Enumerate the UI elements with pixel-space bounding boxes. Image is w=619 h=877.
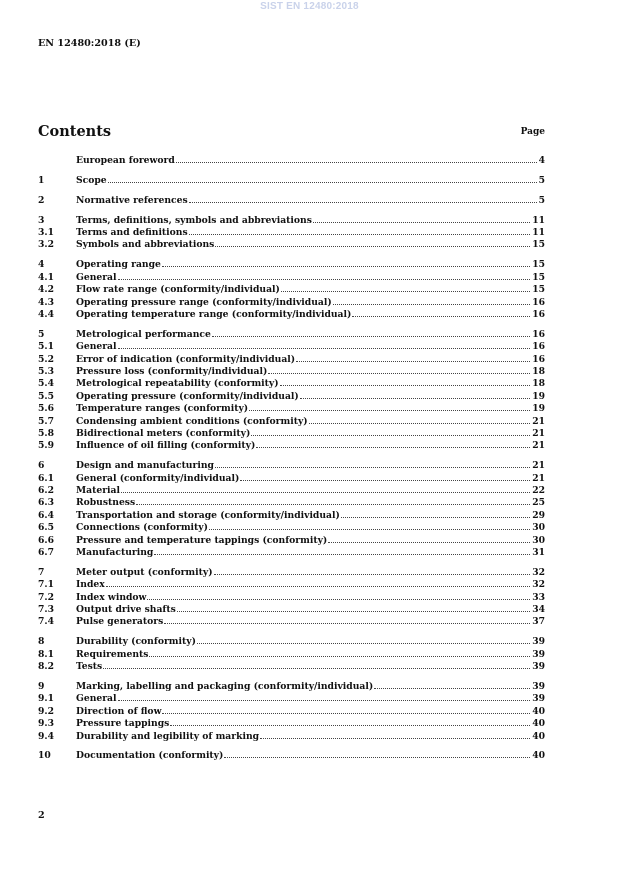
toc-entry-title: Documentation (conformity) [76, 750, 224, 762]
toc-entry-page: 15 [532, 284, 545, 296]
toc-entry-number: 7.1 [38, 579, 54, 591]
toc-dot-leader [260, 737, 530, 739]
toc-dot-leader [352, 315, 530, 317]
toc-entry-title: Index window [76, 591, 147, 603]
toc-entry-title: Temperature ranges (conformity) [76, 403, 249, 415]
toc-entry-page: 16 [532, 308, 545, 320]
toc-dot-leader [162, 265, 530, 267]
toc-dot-leader [240, 479, 530, 481]
toc-entry-title: Requirements [76, 648, 149, 660]
toc-entry[interactable] [38, 440, 545, 452]
toc-entry-number: 4.2 [38, 284, 54, 296]
toc-entry-page: 11 [532, 214, 545, 226]
toc-entry-page: 34 [532, 604, 545, 615]
toc-entry-number: 9.3 [38, 718, 54, 730]
toc-entry[interactable] [38, 535, 545, 547]
toc-entry-number: 5.7 [38, 415, 54, 427]
toc-entry[interactable] [38, 297, 545, 309]
toc-entry[interactable] [38, 473, 545, 485]
toc-entry-number: 8 [38, 636, 45, 648]
toc-entry-title: Metrological performance [76, 328, 211, 340]
toc-entry-number: 9.2 [38, 705, 54, 717]
toc-entry-title: Meter output (conformity) [76, 566, 213, 578]
page-column-heading: Page [520, 127, 545, 137]
toc-entry[interactable] [38, 391, 545, 403]
toc-entry-title: Transportation and storage (conformity/individual) [76, 509, 340, 521]
toc-dot-leader [313, 221, 530, 223]
toc-dot-leader [103, 667, 530, 669]
toc-entry-number: 6.5 [38, 522, 54, 534]
toc-entry[interactable] [38, 195, 545, 207]
toc-dot-leader [170, 724, 530, 726]
toc-entry-title: General (conformity/individual) [76, 472, 240, 484]
toc-entry-title: Terms and definitions [76, 227, 188, 239]
toc-dot-leader [300, 397, 530, 399]
toc-entry-page: 32 [532, 579, 545, 591]
toc-entry-page: 21 [532, 472, 545, 484]
toc-entry[interactable] [38, 378, 545, 390]
toc-entry-number: 6.2 [38, 484, 54, 496]
toc-entry-page: 32 [532, 566, 545, 578]
table-of-contents [38, 155, 545, 763]
toc-entry-title: Normative references [76, 194, 188, 206]
toc-entry-page: 33 [532, 591, 545, 603]
toc-entry-title: Direction of flow [76, 705, 162, 717]
contents-title: Contents [38, 123, 112, 140]
toc-entry-title: Operating pressure range (conformity/individual) [76, 296, 332, 308]
toc-entry-title: Operating temperature range (conformity/individual) [76, 308, 352, 320]
toc-entry-number: 7.2 [38, 591, 54, 603]
toc-entry-number: 5.8 [38, 427, 54, 439]
toc-entry-number: 6.6 [38, 534, 54, 546]
toc-entry[interactable] [38, 259, 545, 271]
toc-entry[interactable] [38, 567, 545, 579]
toc-dot-leader [177, 610, 530, 612]
toc-dot-leader [176, 161, 537, 163]
toc-entry-title: Manufacturing [76, 546, 154, 558]
toc-entry-page: 40 [532, 705, 545, 717]
toc-entry-number: 3.1 [38, 227, 54, 239]
toc-dot-leader [189, 233, 531, 235]
toc-entry-title: Material [76, 484, 120, 496]
toc-dot-leader [256, 446, 530, 448]
toc-entry-number: 5.1 [38, 341, 54, 353]
toc-entry-title: Connections (conformity) [76, 522, 208, 534]
toc-dot-leader [249, 409, 530, 411]
toc-entry[interactable] [38, 750, 545, 762]
toc-entry-title: Operating range [76, 259, 161, 271]
toc-entry-number: 5 [38, 328, 45, 340]
toc-entry-title: European foreword [76, 155, 175, 166]
toc-entry[interactable] [38, 284, 545, 296]
toc-entry-title: Symbols and abbreviations [76, 239, 215, 251]
toc-entry-page: 25 [532, 497, 545, 509]
toc-dot-leader [147, 598, 530, 600]
toc-entry-number: 9 [38, 680, 45, 692]
toc-entry-page: 16 [532, 341, 545, 353]
toc-entry[interactable] [38, 592, 545, 604]
toc-entry-title: General [76, 341, 117, 353]
toc-entry-title: Pressure tappings [76, 718, 170, 730]
toc-entry-title: Pressure loss (conformity/individual) [76, 365, 268, 377]
toc-entry-number: 6.4 [38, 509, 54, 521]
toc-entry-number: 5.4 [38, 378, 54, 390]
toc-entry-number: 6.3 [38, 497, 54, 509]
toc-entry[interactable] [38, 497, 545, 509]
toc-entry-page: 21 [532, 440, 545, 452]
watermark: SIST EN 12480:2018 [260, 1, 359, 12]
toc-entry[interactable] [38, 706, 545, 718]
toc-dot-leader [118, 699, 531, 701]
toc-entry-page: 30 [532, 534, 545, 546]
toc-entry-page: 40 [532, 730, 545, 742]
toc-entry-number: 3 [38, 214, 45, 226]
toc-entry-title: General [76, 271, 117, 283]
toc-entry-number: 4 [38, 259, 45, 271]
toc-entry[interactable] [38, 579, 545, 591]
toc-entry-page: 4 [538, 155, 545, 166]
toc-entry-page: 15 [532, 239, 545, 251]
toc-entry-number: 2 [38, 194, 45, 206]
toc-entry-number: 1 [38, 174, 45, 186]
toc-dot-leader [149, 655, 530, 657]
toc-entry-page: 29 [532, 509, 545, 521]
toc-entry-page: 5 [538, 174, 545, 186]
toc-dot-leader [296, 360, 530, 362]
toc-entry[interactable] [38, 366, 545, 378]
toc-dot-leader [281, 290, 530, 292]
toc-entry-title: Influence of oil filling (conformity) [76, 440, 256, 452]
toc-entry-page: 21 [532, 427, 545, 439]
toc-entry-title: Durability and legibility of marking [76, 730, 260, 742]
toc-entry[interactable] [38, 718, 545, 730]
toc-dot-leader [333, 303, 531, 305]
toc-entry-number: 10 [38, 750, 51, 762]
toc-entry[interactable] [38, 522, 545, 534]
toc-entry[interactable] [38, 693, 545, 705]
toc-entry-title: Terms, definitions, symbols and abbreviations [76, 214, 312, 226]
toc-entry-page: 40 [532, 718, 545, 730]
toc-dot-leader [268, 372, 530, 374]
toc-dot-leader [214, 573, 531, 575]
toc-entry[interactable] [38, 649, 545, 661]
toc-entry-number: 9.4 [38, 730, 54, 742]
toc-entry-number: 5.5 [38, 390, 54, 402]
toc-entry-number: 6 [38, 460, 45, 472]
toc-entry-number: 6.1 [38, 472, 54, 484]
toc-entry-title: Pulse generators [76, 616, 164, 628]
toc-entry-number: 6.7 [38, 546, 54, 558]
toc-entry[interactable] [38, 681, 545, 693]
toc-entry[interactable] [38, 547, 545, 559]
toc-entry[interactable] [38, 272, 545, 284]
toc-dot-leader [215, 245, 530, 247]
toc-entry[interactable] [38, 329, 545, 341]
toc-entry[interactable] [38, 341, 545, 353]
toc-entry[interactable] [38, 604, 545, 616]
toc-entry-page: 18 [532, 378, 545, 390]
toc-entry-page: 16 [532, 353, 545, 365]
toc-entry[interactable] [38, 155, 545, 167]
toc-entry[interactable] [38, 485, 545, 497]
toc-entry-page: 37 [532, 616, 545, 628]
toc-entry-title: Condensing ambient conditions (conformity) [76, 415, 308, 427]
toc-entry-number: 8.1 [38, 648, 54, 660]
toc-entry[interactable] [38, 309, 545, 321]
toc-entry[interactable] [38, 227, 545, 239]
toc-dot-leader [280, 384, 531, 386]
toc-entry-title: Pressure and temperature tappings (conformity) [76, 534, 328, 546]
toc-entry-number: 7.4 [38, 616, 54, 628]
toc-dot-leader [154, 553, 530, 555]
toc-entry[interactable] [38, 416, 545, 428]
toc-entry-page: 39 [532, 636, 545, 648]
toc-dot-leader [106, 585, 530, 587]
toc-entry[interactable] [38, 460, 545, 472]
toc-entry-title: Output drive shafts [76, 604, 176, 615]
toc-entry-title: Error of indication (conformity/individual) [76, 353, 296, 365]
toc-entry[interactable] [38, 661, 545, 673]
toc-dot-leader [209, 528, 530, 530]
toc-entry-page: 39 [532, 680, 545, 692]
toc-entry-number: 9.1 [38, 693, 54, 705]
toc-entry-page: 30 [532, 522, 545, 534]
toc-dot-leader [341, 516, 530, 518]
toc-dot-leader [162, 712, 530, 714]
toc-dot-leader [212, 335, 530, 337]
toc-entry-title: Design and manufacturing [76, 460, 214, 472]
toc-entry-page: 15 [532, 259, 545, 271]
toc-entry-title: Operating pressure (conformity/individual) [76, 390, 299, 402]
toc-entry-title: Marking, labelling and packaging (conformity/individual) [76, 680, 374, 692]
toc-entry-page: 22 [532, 484, 545, 496]
toc-dot-leader [118, 347, 531, 349]
toc-entry[interactable] [38, 731, 545, 743]
toc-dot-leader [251, 434, 530, 436]
toc-dot-leader [215, 466, 530, 468]
toc-entry[interactable] [38, 239, 545, 251]
toc-entry-title: Flow rate range (conformity/individual) [76, 284, 280, 296]
toc-entry-number: 3.2 [38, 239, 54, 251]
toc-entry[interactable] [38, 354, 545, 366]
toc-entry-page: 18 [532, 365, 545, 377]
toc-entry-title: Tests [76, 661, 103, 673]
toc-dot-leader [224, 756, 530, 758]
toc-dot-leader [197, 642, 530, 644]
page-number: 2 [38, 810, 45, 821]
toc-entry-title: Bidirectional meters (conformity) [76, 427, 251, 439]
toc-dot-leader [328, 541, 530, 543]
toc-entry-page: 39 [532, 661, 545, 673]
toc-entry-title: Robustness [76, 497, 136, 509]
toc-entry-page: 5 [538, 194, 545, 206]
toc-entry-number: 5.3 [38, 365, 54, 377]
toc-entry-number: 7.3 [38, 604, 54, 615]
toc-entry-page: 16 [532, 328, 545, 340]
toc-entry-number: 5.2 [38, 353, 54, 365]
toc-entry-title: Scope [76, 174, 107, 186]
toc-entry-page: 40 [532, 750, 545, 762]
toc-entry-page: 19 [532, 403, 545, 415]
toc-entry[interactable] [38, 403, 545, 415]
toc-entry-page: 39 [532, 648, 545, 660]
toc-entry-page: 11 [532, 227, 545, 239]
toc-entry[interactable] [38, 616, 545, 628]
document-id: EN 12480:2018 (E) [38, 38, 141, 49]
toc-entry-page: 16 [532, 296, 545, 308]
toc-entry-number: 4.4 [38, 308, 54, 320]
toc-entry-number: 4.1 [38, 271, 54, 283]
toc-entry-title: Durability (conformity) [76, 636, 196, 648]
toc-entry-title: Index [76, 579, 105, 591]
toc-entry-number: 4.3 [38, 296, 54, 308]
toc-dot-leader [108, 181, 537, 183]
toc-dot-leader [121, 491, 530, 493]
toc-dot-leader [189, 201, 537, 203]
toc-entry-page: 39 [532, 693, 545, 705]
toc-entry-page: 31 [532, 546, 545, 558]
toc-dot-leader [118, 278, 531, 280]
toc-entry-number: 5.6 [38, 403, 54, 415]
toc-entry-page: 15 [532, 271, 545, 283]
toc-entry[interactable] [38, 636, 545, 648]
toc-entry-title: General [76, 693, 117, 705]
toc-entry[interactable] [38, 215, 545, 227]
toc-dot-leader [374, 687, 530, 689]
toc-dot-leader [309, 422, 531, 424]
toc-entry-page: 21 [532, 460, 545, 472]
toc-dot-leader [136, 503, 530, 505]
toc-entry-page: 21 [532, 415, 545, 427]
toc-entry-number: 5.9 [38, 440, 54, 452]
toc-entry-number: 8.2 [38, 661, 54, 673]
toc-entry-number: 7 [38, 566, 45, 578]
toc-dot-leader [164, 622, 530, 624]
toc-entry-title: Metrological repeatability (conformity) [76, 378, 279, 390]
toc-entry[interactable] [38, 175, 545, 187]
toc-entry-page: 19 [532, 390, 545, 402]
toc-entry[interactable] [38, 510, 545, 522]
toc-entry[interactable] [38, 428, 545, 440]
